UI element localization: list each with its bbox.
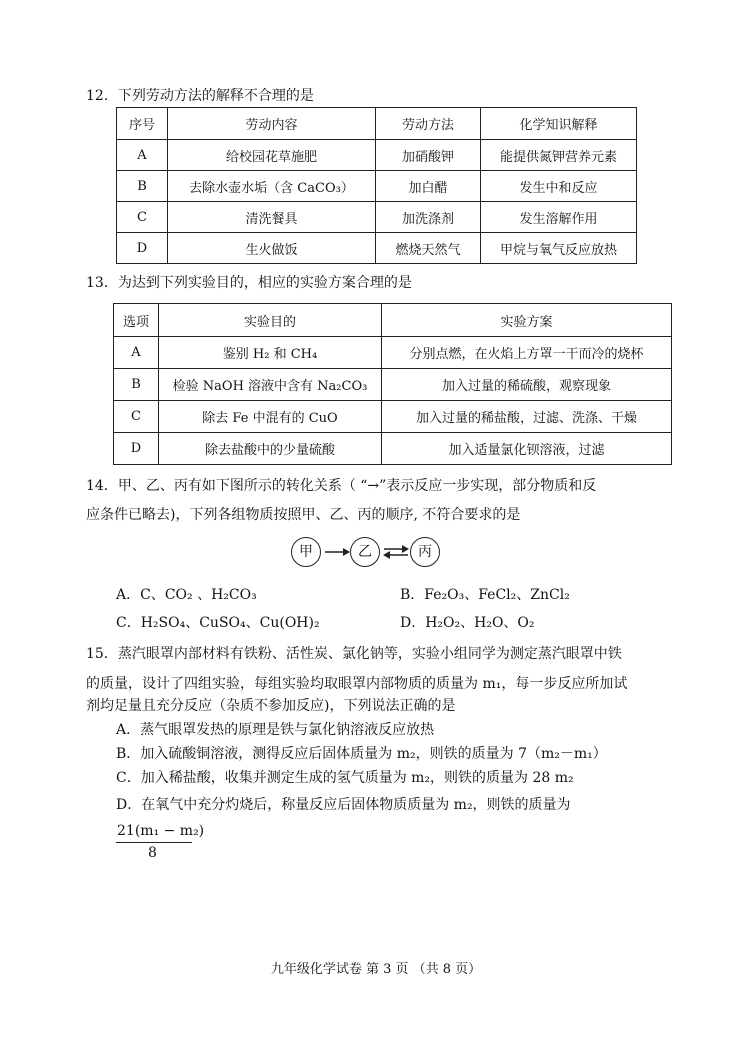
table-row	[117, 171, 637, 202]
node-yi: 乙	[350, 537, 380, 567]
table-cell: B	[117, 171, 168, 202]
q13-header: 实验目的	[159, 304, 382, 337]
table-cell: 生火做饭	[168, 233, 376, 264]
q15-line1: 15．蒸汽眼罩内部材料有铁粉、活性炭、氯化钠等，实验小组同学为测定蒸汽眼罩中铁	[86, 646, 622, 662]
q14-stem-line2: 应条件已略去)，下列各组物质按照甲、乙、丙的顺序, 不符合要求的是	[86, 507, 521, 523]
reversible-arrow-icon	[382, 542, 410, 562]
q15-line3: 剂均足量且充分反应（杂质不参加反应)，下列说法正确的是	[86, 698, 456, 714]
table-cell: C	[114, 401, 159, 433]
table-cell: A	[114, 337, 159, 369]
table-cell: 清洗餐具	[168, 202, 376, 233]
table-cell: 去除水壶水垢（含 CaCO₃）	[168, 171, 376, 202]
page-footer: 九年级化学试卷 第 3 页 （共 8 页）	[270, 962, 482, 977]
table-cell: 检验 NaOH 溶液中含有 Na₂CO₃	[159, 369, 382, 401]
table-cell: B	[114, 369, 159, 401]
table-cell: 加入过量的稀硫酸，观察现象	[382, 369, 672, 401]
q15-option-c: C．加入稀盐酸，收集并测定生成的氢气质量为 m₂，则铁的质量为 28 m₂	[116, 770, 574, 786]
q14-option-a: A．C、CO₂ 、H₂CO₃	[116, 587, 257, 603]
q12-header: 化学知识解释	[481, 108, 637, 140]
table-cell: 甲烷与氧气反应放热	[481, 233, 637, 264]
arrow-right-icon	[323, 544, 351, 560]
table-row	[114, 369, 672, 401]
fraction-numerator: 21(m₁ − m₂)	[117, 823, 205, 839]
table-row	[117, 140, 637, 171]
q12-header: 序号	[117, 108, 168, 140]
q15-option-d: D．在氧气中充分灼烧后，称量反应后固体物质质量为 m₂，则铁的质量为	[116, 797, 571, 813]
q12-table	[116, 107, 637, 264]
q15-option-a: A．蒸气眼罩发热的原理是铁与氯化钠溶液反应放热	[116, 722, 435, 738]
q13-table	[113, 303, 672, 465]
table-cell: C	[117, 202, 168, 233]
table-cell: 加洗涤剂	[376, 202, 481, 233]
table-cell: 燃烧天然气	[376, 233, 481, 264]
table-row	[114, 433, 672, 465]
table-cell: 分别点燃，在火焰上方罩一干而冷的烧杯	[382, 337, 672, 369]
table-cell: 除去 Fe 中混有的 CuO	[159, 401, 382, 433]
table-row	[117, 233, 637, 264]
q12-stem: 12．下列劳动方法的解释不合理的是	[86, 88, 314, 104]
q12-header-row	[117, 108, 637, 140]
table-cell: 加硝酸钾	[376, 140, 481, 171]
node-jia: 甲	[291, 537, 321, 567]
q14-option-d: D．H₂O₂、H₂O、O₂	[400, 615, 535, 631]
q13-header-row	[114, 304, 672, 337]
q13-header: 实验方案	[382, 304, 672, 337]
q14-option-b: B．Fe₂O₃、FeCl₂、ZnCl₂	[400, 587, 570, 603]
table-cell: D	[117, 233, 168, 264]
table-row	[114, 401, 672, 433]
table-cell: 给校园花草施肥	[168, 140, 376, 171]
table-row	[117, 202, 637, 233]
table-cell: 加白醋	[376, 171, 481, 202]
q12-header: 劳动方法	[376, 108, 481, 140]
table-cell: 加入过量的稀盐酸，过滤、洗涤、干燥	[382, 401, 672, 433]
table-cell: 发生溶解作用	[481, 202, 637, 233]
table-cell: 能提供氮钾营养元素	[481, 140, 637, 171]
table-cell: 发生中和反应	[481, 171, 637, 202]
q12-header: 劳动内容	[168, 108, 376, 140]
q13-header: 选项	[114, 304, 159, 337]
node-bing: 丙	[410, 537, 440, 567]
fraction-denominator: 8	[148, 845, 157, 861]
table-cell: 加入适量氯化钡溶液，过滤	[382, 433, 672, 465]
table-row	[114, 337, 672, 369]
table-cell: A	[117, 140, 168, 171]
table-cell: 鉴别 H₂ 和 CH₄	[159, 337, 382, 369]
q14-stem-line1: 14．甲、乙、丙有如下图所示的转化关系（ “→”表示反应一步实现，部分物质和反	[86, 478, 597, 494]
table-cell: D	[114, 433, 159, 465]
q14-option-c: C．H₂SO₄、CuSO₄、Cu(OH)₂	[116, 615, 320, 631]
table-cell: 除去盐酸中的少量硫酸	[159, 433, 382, 465]
q15-line2: 的质量，设计了四组实验，每组实验均取眼罩内部物质的质量为 m₁，每一步反应所加试	[86, 676, 628, 692]
q15-option-b: B．加入硫酸铜溶液，测得反应后固体质量为 m₂，则铁的质量为 7（m₂－m₁）	[116, 746, 607, 762]
q13-stem: 13．为达到下列实验目的，相应的实验方案合理的是	[86, 275, 412, 291]
